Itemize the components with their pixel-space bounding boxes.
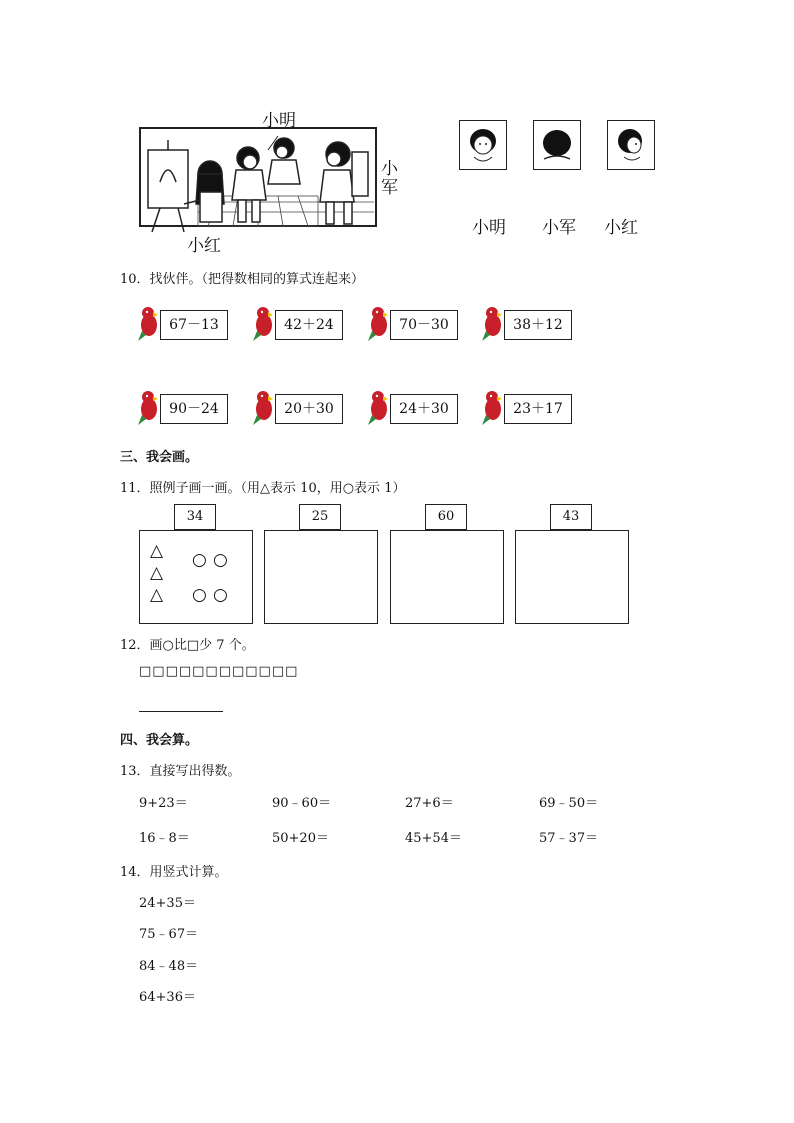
vertical-calc-1: 24+35＝ <box>139 896 196 911</box>
back-view-face-icon <box>534 121 580 169</box>
circle-icon: ○ <box>192 585 207 605</box>
parrot-icon <box>136 305 162 347</box>
label-xiaojun-text: 小军 <box>381 159 398 198</box>
parrot-icon <box>366 389 392 431</box>
triangle-icon: △ <box>150 541 164 561</box>
vertical-calc-3: 84﹣48＝ <box>139 959 199 974</box>
match-expression-top-2[interactable]: 42＋24 <box>275 310 343 340</box>
mental-calc-8: 57﹣37＝ <box>539 831 599 846</box>
match-expression-bottom-1[interactable]: 90－24 <box>160 394 228 424</box>
mental-calc-4: 69﹣50＝ <box>539 796 599 811</box>
parrot-icon <box>366 305 392 347</box>
mental-calc-2: 90﹣60＝ <box>272 796 332 811</box>
triangle-icon: △ <box>150 563 164 583</box>
number-tab-4: 43 <box>550 504 592 530</box>
square-row: □□□□□□□□□□□□ <box>139 664 299 679</box>
mental-calc-6: 50+20＝ <box>272 831 329 846</box>
match-expression-bottom-2[interactable]: 20＋30 <box>275 394 343 424</box>
parrot-icon <box>480 389 506 431</box>
number-tab-2: 25 <box>299 504 341 530</box>
q14-title: 14．用竖式计算。 <box>120 865 228 880</box>
q13-title: 13．直接写出得数。 <box>120 764 241 779</box>
front-view-face-icon <box>460 121 506 169</box>
section-3-heading: 三、我会画。 <box>120 450 199 465</box>
number-tab-1: 34 <box>174 504 216 530</box>
label-xiaojun <box>381 160 399 198</box>
view-label-1: 小明 <box>472 218 506 238</box>
view-picture-1 <box>459 120 507 170</box>
mental-calc-7: 45+54＝ <box>405 831 462 846</box>
mental-calc-3: 27+6＝ <box>405 796 454 811</box>
classroom-drawing <box>138 112 388 252</box>
drawing-box-60[interactable] <box>390 530 504 624</box>
label-xiaohong: 小红 <box>187 236 221 256</box>
drawing-box-43[interactable] <box>515 530 629 624</box>
match-expression-top-3[interactable]: 70－30 <box>390 310 458 340</box>
label-xiaoming: 小明 <box>262 111 296 131</box>
view-label-2: 小军 <box>542 218 576 238</box>
match-expression-bottom-4[interactable]: 23＋17 <box>504 394 572 424</box>
vertical-calc-4: 64+36＝ <box>139 990 196 1005</box>
triangle-icon: △ <box>150 585 164 605</box>
circle-icon: ○ <box>213 550 228 570</box>
view-picture-2 <box>533 120 581 170</box>
match-expression-top-4[interactable]: 38＋12 <box>504 310 572 340</box>
parrot-icon <box>251 305 277 347</box>
circle-icon: ○ <box>192 550 207 570</box>
classroom-scene <box>138 112 388 252</box>
parrot-icon <box>136 389 162 431</box>
side-view-face-icon <box>608 121 654 169</box>
view-picture-3 <box>607 120 655 170</box>
view-label-3: 小红 <box>604 218 638 238</box>
match-expression-top-1[interactable]: 67－13 <box>160 310 228 340</box>
mental-calc-5: 16﹣8＝ <box>139 831 190 846</box>
q12-title: 12．画○比□少 7 个。 <box>120 638 255 653</box>
drawing-box-25[interactable] <box>264 530 378 624</box>
example-drawing-box <box>139 530 253 624</box>
circle-icon: ○ <box>213 585 228 605</box>
parrot-icon <box>251 389 277 431</box>
vertical-calc-2: 75﹣67＝ <box>139 927 199 942</box>
parrot-icon <box>480 305 506 347</box>
answer-line[interactable] <box>139 711 223 712</box>
section-4-heading: 四、我会算。 <box>120 733 199 748</box>
q10-title: 10．找伙伴。（把得数相同的算式连起来） <box>120 272 365 287</box>
number-tab-3: 60 <box>425 504 467 530</box>
match-expression-bottom-3[interactable]: 24＋30 <box>390 394 458 424</box>
q11-title: 11．照例子画一画。（用△表示 10，用○表示 1） <box>120 481 406 496</box>
mental-calc-1: 9+23＝ <box>139 796 188 811</box>
